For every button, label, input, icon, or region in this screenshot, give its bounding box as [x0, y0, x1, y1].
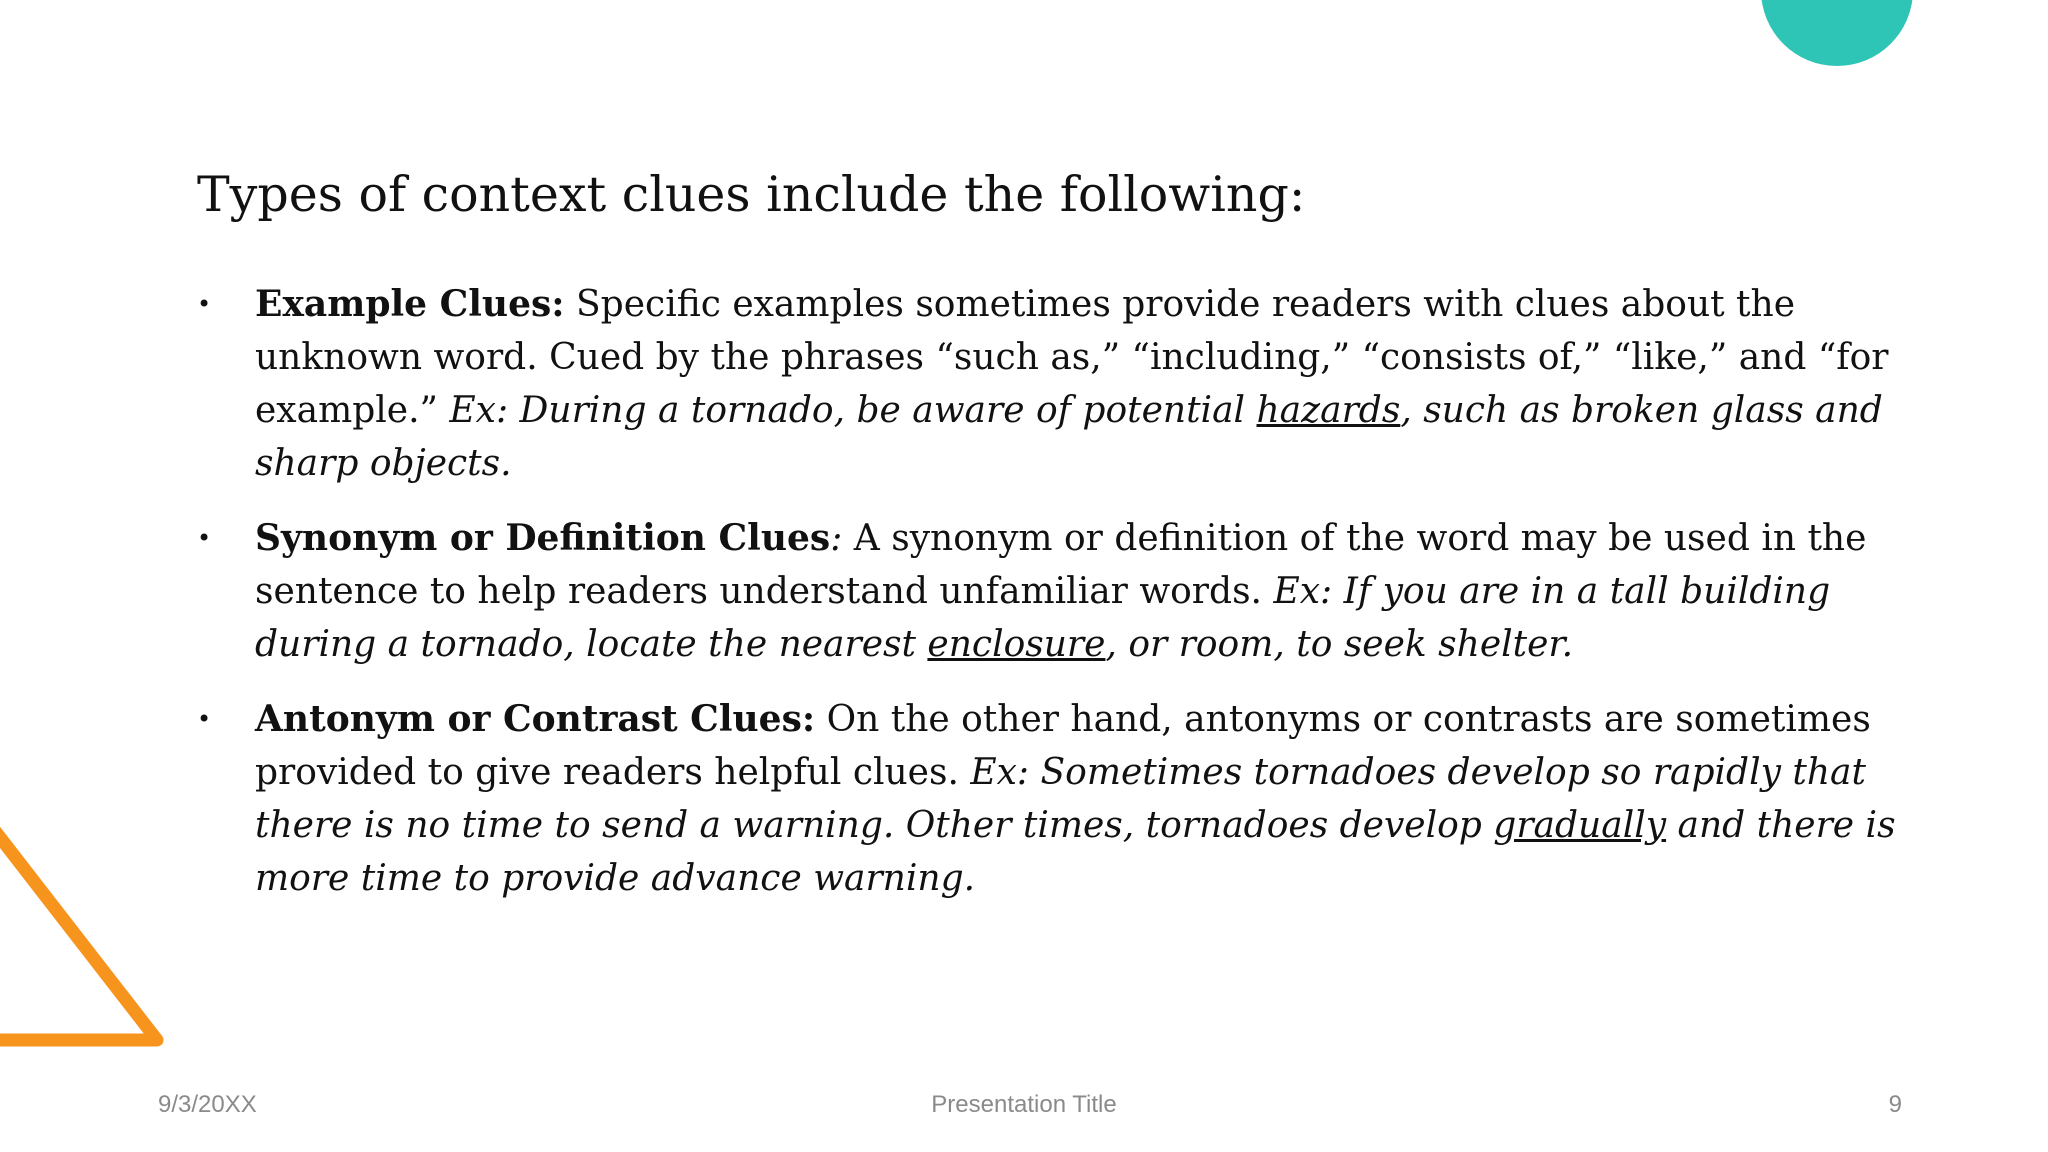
- bullet-example: Ex: If you are in a tall building during a tornado, locate the nearest enclosure, or room, to seek shelter.: [255, 571, 1831, 665]
- bullet-text: A synonym or definition of the word may be used in the sentence to help readers understand unfamiliar words.: [255, 518, 1867, 612]
- bullet-synonym-definition-clues: [197, 512, 1897, 671]
- bullet-dot-icon: •: [197, 524, 212, 552]
- bullet-example: Ex: During a tornado, be aware of potential hazards, such as broken glass and sharp objects.: [255, 390, 1883, 484]
- bullet-text: On the other hand, antonyms or contrasts are sometimes provided to give readers helpful clues.: [255, 699, 1871, 793]
- bullet-term: Antonym or Contrast Clues:: [255, 698, 816, 740]
- bullet-term-separator: :: [830, 518, 843, 559]
- orange-triangle-decoration: [0, 740, 180, 1060]
- bullet-dot-icon: •: [197, 705, 212, 733]
- bullet-term: Synonym or Definition Clues: [255, 517, 831, 559]
- footer-date: 9/3/20XX: [158, 1091, 257, 1118]
- bullet-term: Example Clues:: [255, 283, 565, 325]
- footer-presentation-title: Presentation Title: [931, 1091, 1117, 1118]
- bullet-text: Specific examples sometimes provide readers with clues about the unknown word. Cued by the phrases “such as,” “including,” “consists of,” “like,” and “for example.”: [255, 284, 1889, 431]
- bullet-example: Ex: Sometimes tornadoes develop so rapidly that there is no time to send a warning. Other times, tornadoes develop gradually and there is more time to provide advance warning.: [255, 752, 1896, 899]
- bullet-list: [197, 278, 1897, 927]
- teal-circle-decoration: [1761, 0, 1913, 66]
- bullet-dot-icon: •: [197, 290, 212, 318]
- underlined-key-word: gradually: [1493, 805, 1667, 846]
- bullet-example-clues: [197, 278, 1897, 490]
- underlined-key-word: hazards: [1256, 390, 1401, 431]
- slide-title: Types of context clues include the following:: [197, 166, 1306, 223]
- underlined-key-word: enclosure: [927, 624, 1106, 665]
- bullet-antonym-contrast-clues: [197, 693, 1897, 905]
- footer-page-number: 9: [1888, 1091, 1902, 1118]
